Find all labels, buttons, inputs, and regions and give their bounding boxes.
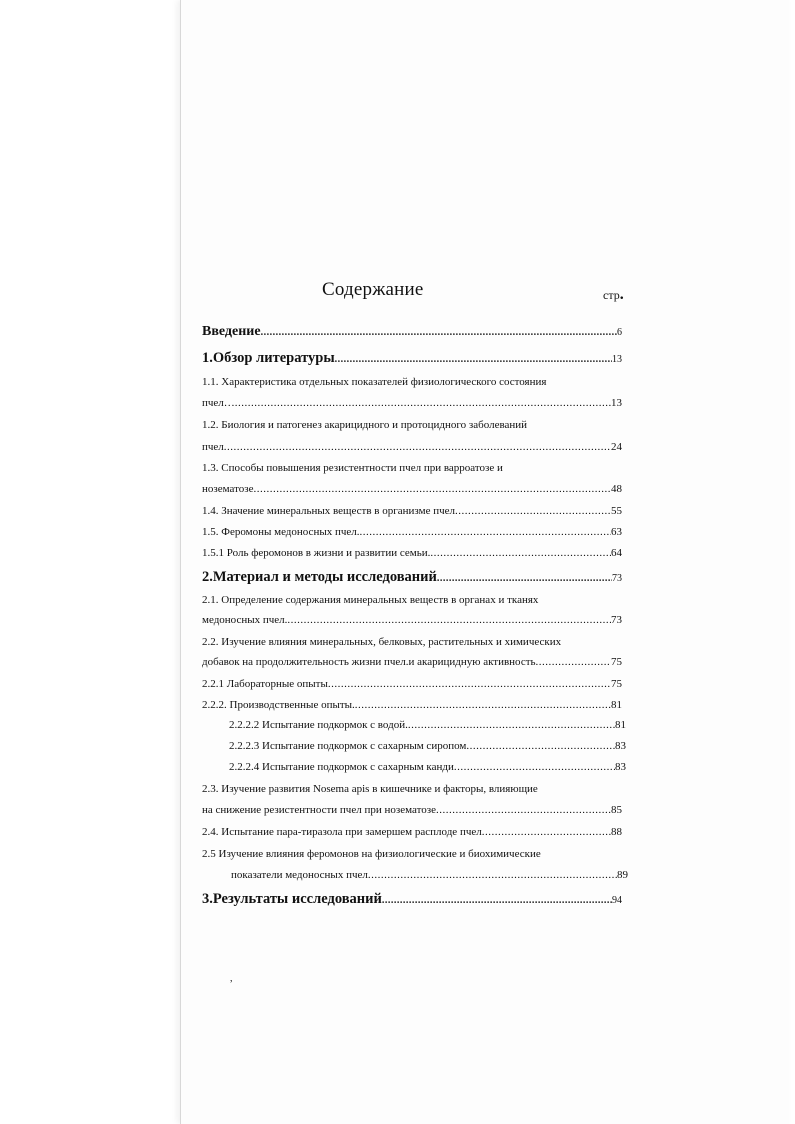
toc-entry-2-5[interactable]: показатели медоносных пчел ..... 89: [231, 869, 628, 881]
toc-entry-chapter-3[interactable]: 3.Результаты исследований ..... 94: [202, 891, 622, 908]
toc-entry-2-1-line1: 2.1. Определение содержания минеральных веществ в органах и тканях: [202, 594, 539, 606]
toc-entry-2-2-2-3[interactable]: 2.2.2.3 Испытание подкормок с сахарным сиропом ..... 83: [229, 740, 626, 752]
toc-entry-1-5[interactable]: 1.5. Феромоны медоносных пчел. ..... 63: [202, 526, 622, 538]
toc-entry-chapter-1[interactable]: 1.Обзор литературы ..... 13: [202, 350, 622, 367]
toc-entry-2-2-2-4[interactable]: 2.2.2.4 Испытание подкормок с сахарным канди ..... 83: [229, 761, 626, 773]
toc-entry-2-3-line1: 2.3. Изучение развития Nosema apis в кишечнике и факторы, влияющие: [202, 783, 538, 795]
page-frame: [180, 0, 789, 1124]
toc-entry-2-2-line1: 2.2. Изучение влияния минеральных, белковых, растительных и химических: [202, 636, 562, 648]
toc-entry-2-5-line1: 2.5 Изучение влияния феромонов на физиологические и биохимические: [202, 848, 541, 860]
toc-entry-2-2-2-2[interactable]: 2.2.2.2 Испытание подкормок с водой. ..... 81: [229, 719, 626, 731]
toc-entry-1-1[interactable]: пчел… ..... 13: [202, 397, 622, 409]
toc-entry-2-2[interactable]: добавок на продолжительность жизни пчел.и акарицидную активность ..... 75: [202, 656, 622, 668]
toc-entry-1-1-line1: 1.1. Характеристика отдельных показателей физиологического состояния: [202, 376, 547, 388]
toc-entry-2-1[interactable]: медоносных пчел. ..... 73: [202, 614, 622, 626]
toc-entry-2-2-1[interactable]: 2.2.1 Лабораторные опыты ..... 75: [202, 678, 622, 690]
page-column-label: стр.: [603, 286, 624, 303]
toc-entry-intro[interactable]: Введение ..... 6: [202, 324, 622, 340]
toc-entry-2-3[interactable]: на снижение резистентности пчел при нозематозе ..... 85: [202, 804, 622, 816]
toc-entry-1-5-1[interactable]: 1.5.1 Роль феромонов в жизни и развитии семьи. ..... 64: [202, 547, 622, 559]
toc-entry-2-4[interactable]: 2.4. Испытание пара-тиразола при замершем расплоде пчел ..... 88: [202, 826, 622, 838]
toc-entry-1-3[interactable]: нозематозе ..... 48: [202, 483, 622, 495]
toc-entry-1-3-line1: 1.3. Способы повышения резистентности пчел при варроатозе и: [202, 462, 503, 474]
stray-mark: ,: [230, 973, 233, 984]
toc-entry-1-2-line1: 1.2. Биология и патогенез акарицидного и протоцидного заболеваний: [202, 419, 528, 431]
toc-entry-chapter-2[interactable]: 2.Материал и методы исследований ..... 73: [202, 569, 622, 586]
page-title: Содержание: [322, 279, 424, 300]
toc-entry-1-4[interactable]: 1.4. Значение минеральных веществ в организме пчел ..... 55: [202, 505, 622, 517]
toc-entry-2-2-2[interactable]: 2.2.2. Производственные опыты. ..... 81: [202, 699, 622, 711]
toc-entry-1-2[interactable]: пчел ..... 24: [202, 441, 622, 453]
